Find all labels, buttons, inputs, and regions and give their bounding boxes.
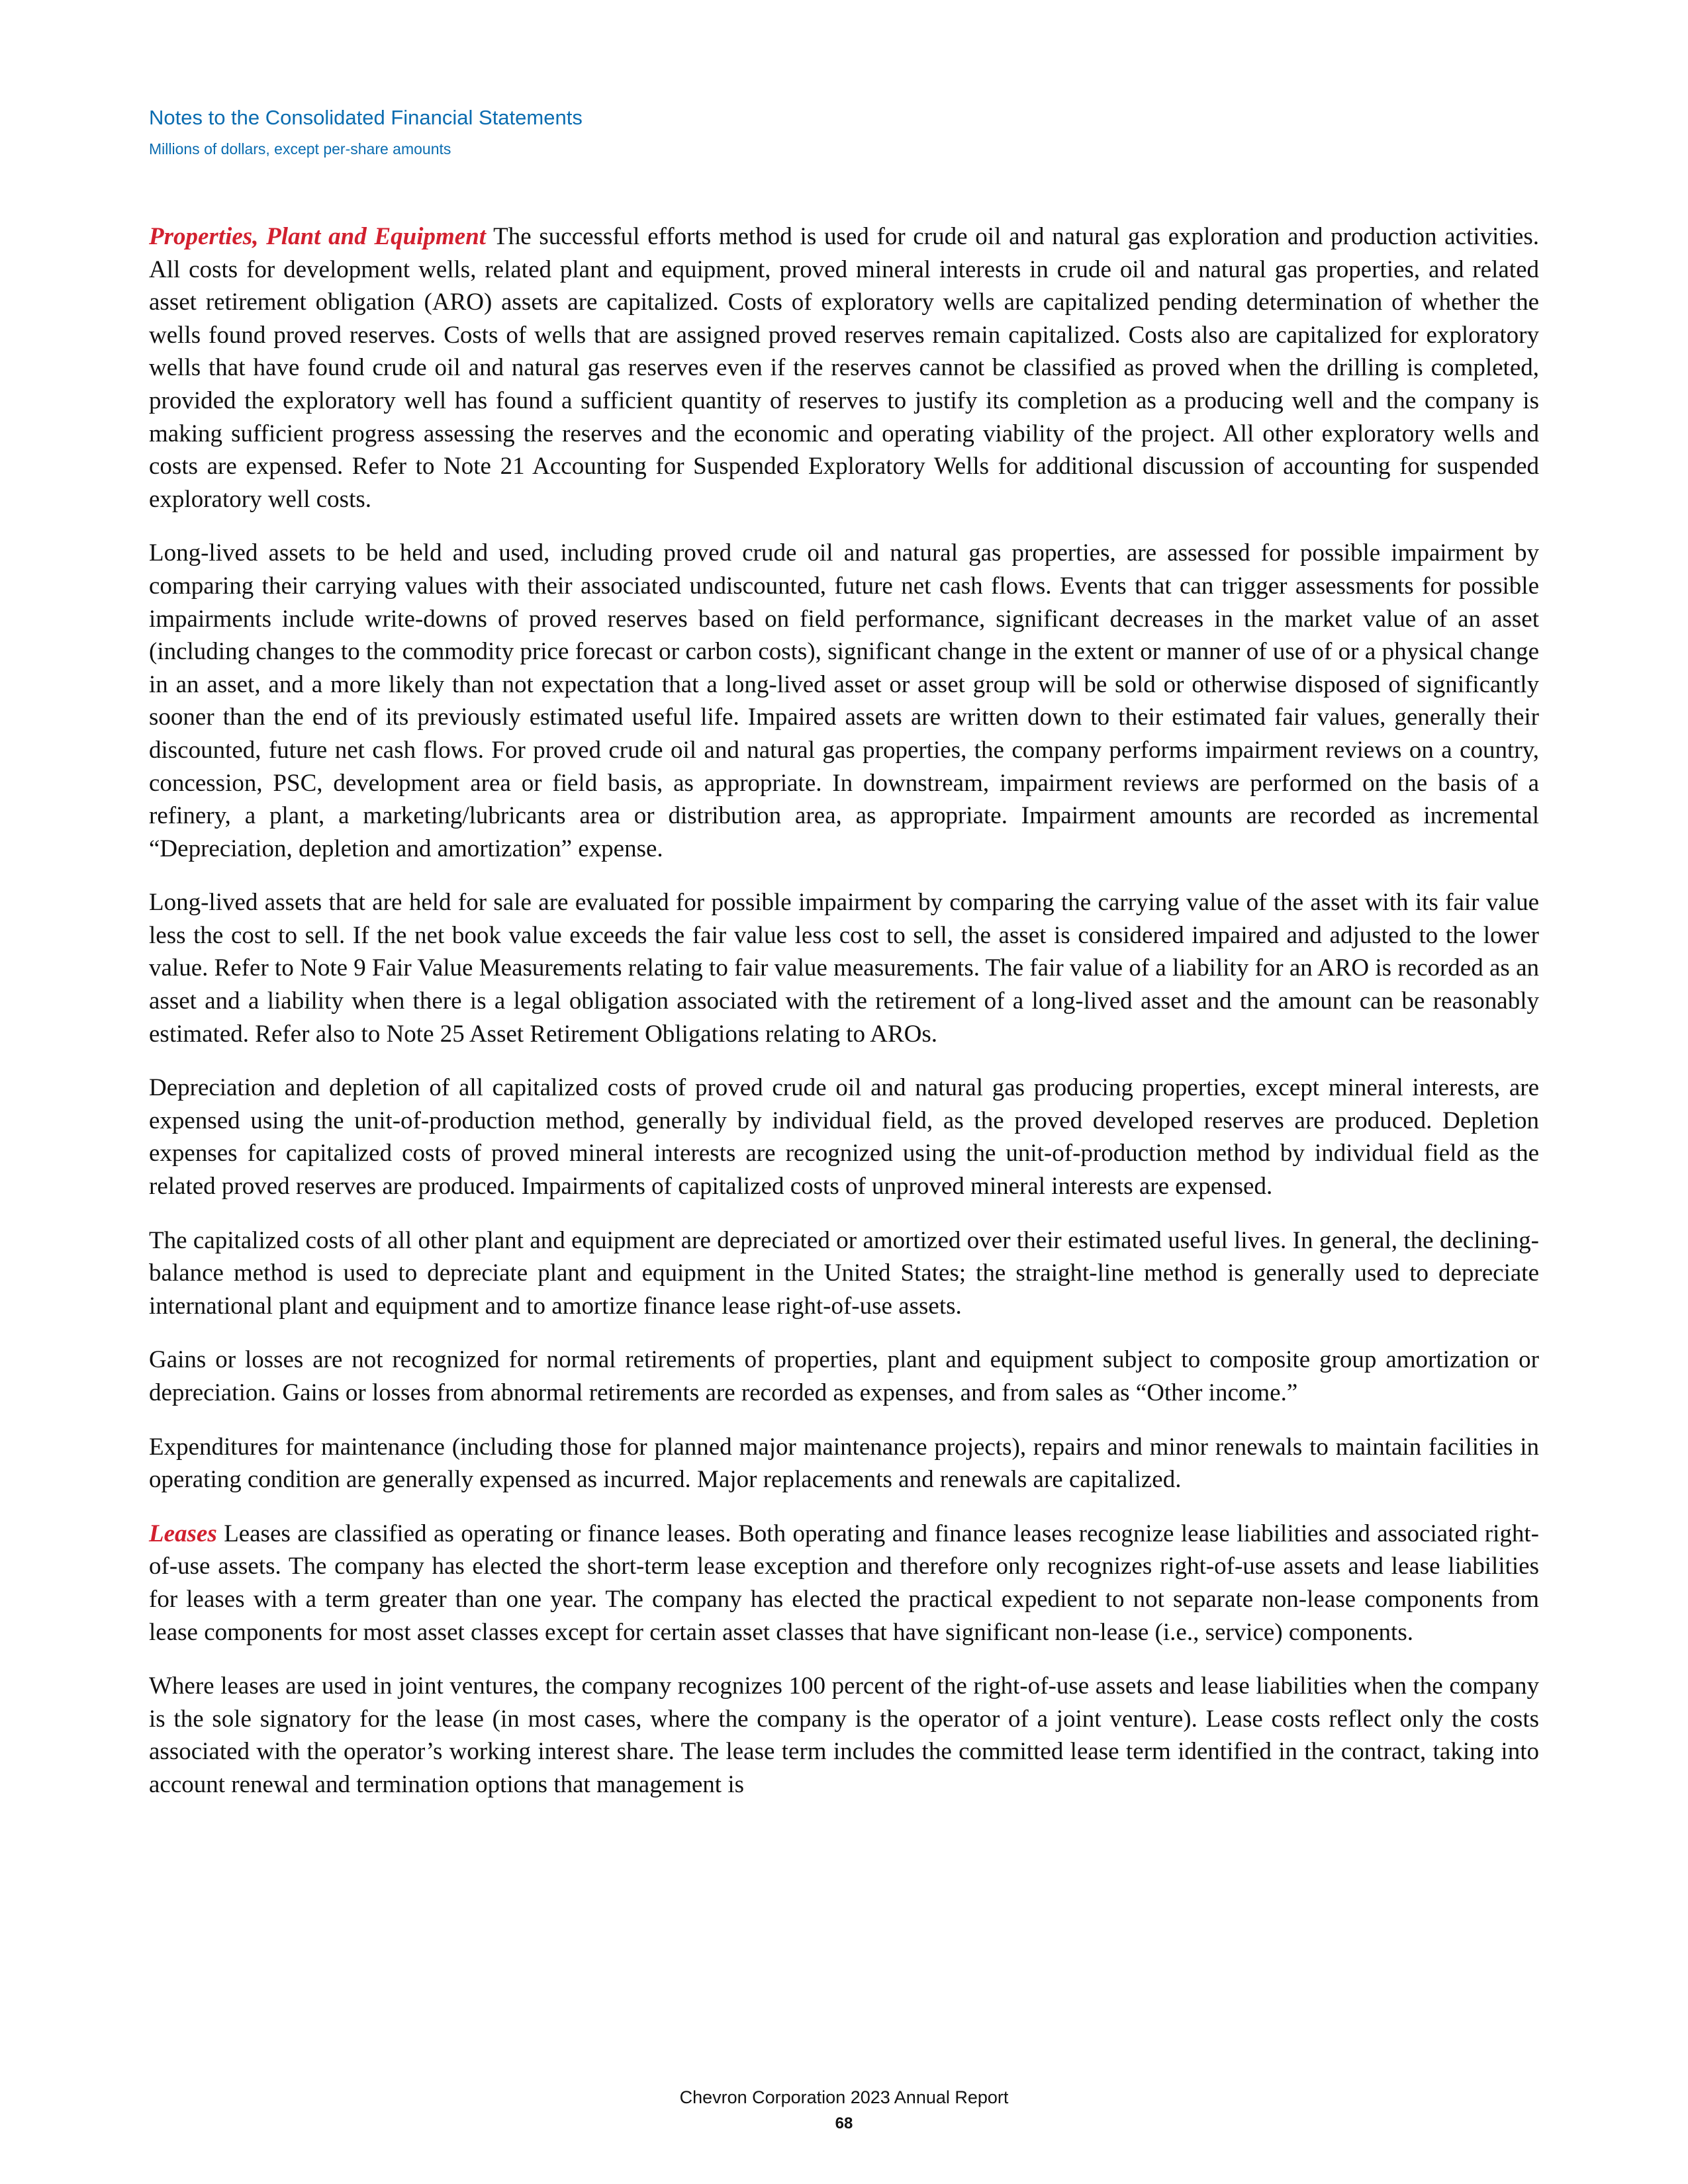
paragraph-impairment [149, 537, 1539, 865]
header-title: Notes to the Consolidated Financial Statements [149, 106, 583, 129]
section-heading-leases: Leases [149, 1520, 217, 1547]
paragraph-text: Gains or losses are not recognized for normal retirements of properties, plant and equipment subject to composite group amortization or depreciation. Gains or losses from abnormal retirements are recorded as expenses, and from sales as “Other income.” [149, 1346, 1539, 1406]
paragraph-joint-ventures [149, 1670, 1539, 1801]
paragraph-text: The successful efforts method is used for crude oil and natural gas exploration and production activities. All costs for development wells, related plant and equipment, proved mineral interests in crude oil and natural gas properties, and related asset retirement obligation (ARO) assets are capitalized. Costs of exploratory wells are capitalized pending determination of whether the wells found proved reserves. Costs of wells that are assigned proved reserves remain capitalized. Costs also are capitalized for exploratory wells that have found crude oil and natural gas reserves even if the reserves cannot be classified as proved when the drilling is completed, provided the exploratory well has found a sufficient quantity of reserves to justify its completion as a producing well and the company is making sufficient progress assessing the reserves and the economic and operating viability of the project. All other exploratory wells and costs are expensed. Refer to Note 21 Accounting for Suspended Exploratory Wells for additional discussion of accounting for suspended exploratory well costs. [149, 223, 1539, 513]
paragraph-leases [149, 1518, 1539, 1649]
document-body [149, 220, 1539, 1823]
paragraph-text: Long-lived assets that are held for sale are evaluated for possible impairment by comparing the carrying value of the asset with its fair value less the cost to sell. If the net book value exceeds the fair value less cost to sell, the asset is considered impaired and adjusted to the lower value. Refer to Note 9 Fair Value Measurements relating to fair value measurements. The fair value of a liability for an ARO is recorded as an asset and a liability when there is a legal obligation associated with the retirement of a long-lived asset and the amount can be reasonably estimated. Refer also to Note 25 Asset Retirement Obligations relating to AROs. [149, 889, 1539, 1048]
paragraph-text: Expenditures for maintenance (including those for planned major maintenance projects), repairs and minor renewals to maintain facilities in operating condition are generally expensed as incurred. Major replacements and renewals are capitalized. [149, 1433, 1539, 1494]
paragraph-text: Leases are classified as operating or finance leases. Both operating and finance leases recognize lease liabilities and associated right-of-use assets. The company has elected the short-term lease exception and therefore only recognizes right-of-use assets and lease liabilities for leases with a term greater than one year. The company has elected the practical expedient to not separate non-lease components from lease components for most asset classes except for certain asset classes that have significant non-lease (i.e., service) components. [149, 1520, 1539, 1646]
header-subtitle: Millions of dollars, except per-share amounts [149, 140, 451, 158]
page-header [149, 105, 1539, 159]
page-footer [0, 2086, 1688, 2135]
page-number: 68 [835, 2115, 853, 2132]
paragraph-held-for-sale [149, 886, 1539, 1050]
paragraph-maintenance [149, 1431, 1539, 1496]
paragraph-gains-losses [149, 1343, 1539, 1409]
paragraph-depletion [149, 1071, 1539, 1203]
paragraph-ppe [149, 220, 1539, 516]
paragraph-depreciation [149, 1224, 1539, 1323]
footer-report-name: Chevron Corporation 2023 Annual Report [679, 2087, 1009, 2107]
section-heading-ppe: Properties, Plant and Equipment [149, 223, 487, 250]
paragraph-text: Long-lived assets to be held and used, including proved crude oil and natural gas properties, are assessed for possible impairment by comparing their carrying values with their associated undiscounted, future net cash flows. Events that can trigger assessments for possible impairments include write-downs of proved reserves based on field performance, significant decreases in the market value of an asset (including changes to the commodity price forecast or carbon costs), significant change in the extent or manner of use of or a physical change in an asset, and a more likely than not expectation that a long-lived asset or asset group will be sold or otherwise disposed of significantly sooner than the end of its previously estimated useful life. Impaired assets are written down to their estimated fair values, generally their discounted, future net cash flows. For proved crude oil and natural gas properties, the company performs impairment reviews on a country, concession, PSC, development area or field basis, as appropriate. In downstream, impairment reviews are performed on the basis of a refinery, a plant, a marketing/lubricants area or distribution area, as appropriate. Impairment amounts are recorded as incremental “Depreciation, depletion and amortization” expense. [149, 539, 1539, 862]
paragraph-text: The capitalized costs of all other plant and equipment are depreciated or amortized over their estimated useful lives. In general, the declining-balance method is used to depreciate plant and equipment in the United States; the straight-line method is generally used to depreciate international plant and equipment and to amortize finance lease right-of-use assets. [149, 1226, 1539, 1320]
paragraph-text: Where leases are used in joint ventures, the company recognizes 100 percent of the right-of-use assets and lease liabilities when the company is the sole signatory for the lease (in most cases, where the company is the operator of a joint venture). Lease costs reflect only the costs associated with the operator’s working interest share. The lease term includes the committed lease term identified in the contract, taking into account renewal and termination options that management is [149, 1672, 1539, 1798]
paragraph-text: Depreciation and depletion of all capitalized costs of proved crude oil and natural gas producing properties, except mineral interests, are expensed using the unit-of-production method, generally by individual field, as the proved developed reserves are produced. Depletion expenses for capitalized costs of proved mineral interests are recognized using the unit-of-production method by individual field as the related proved reserves are produced. Impairments of capitalized costs of unproved mineral interests are expensed. [149, 1074, 1539, 1201]
